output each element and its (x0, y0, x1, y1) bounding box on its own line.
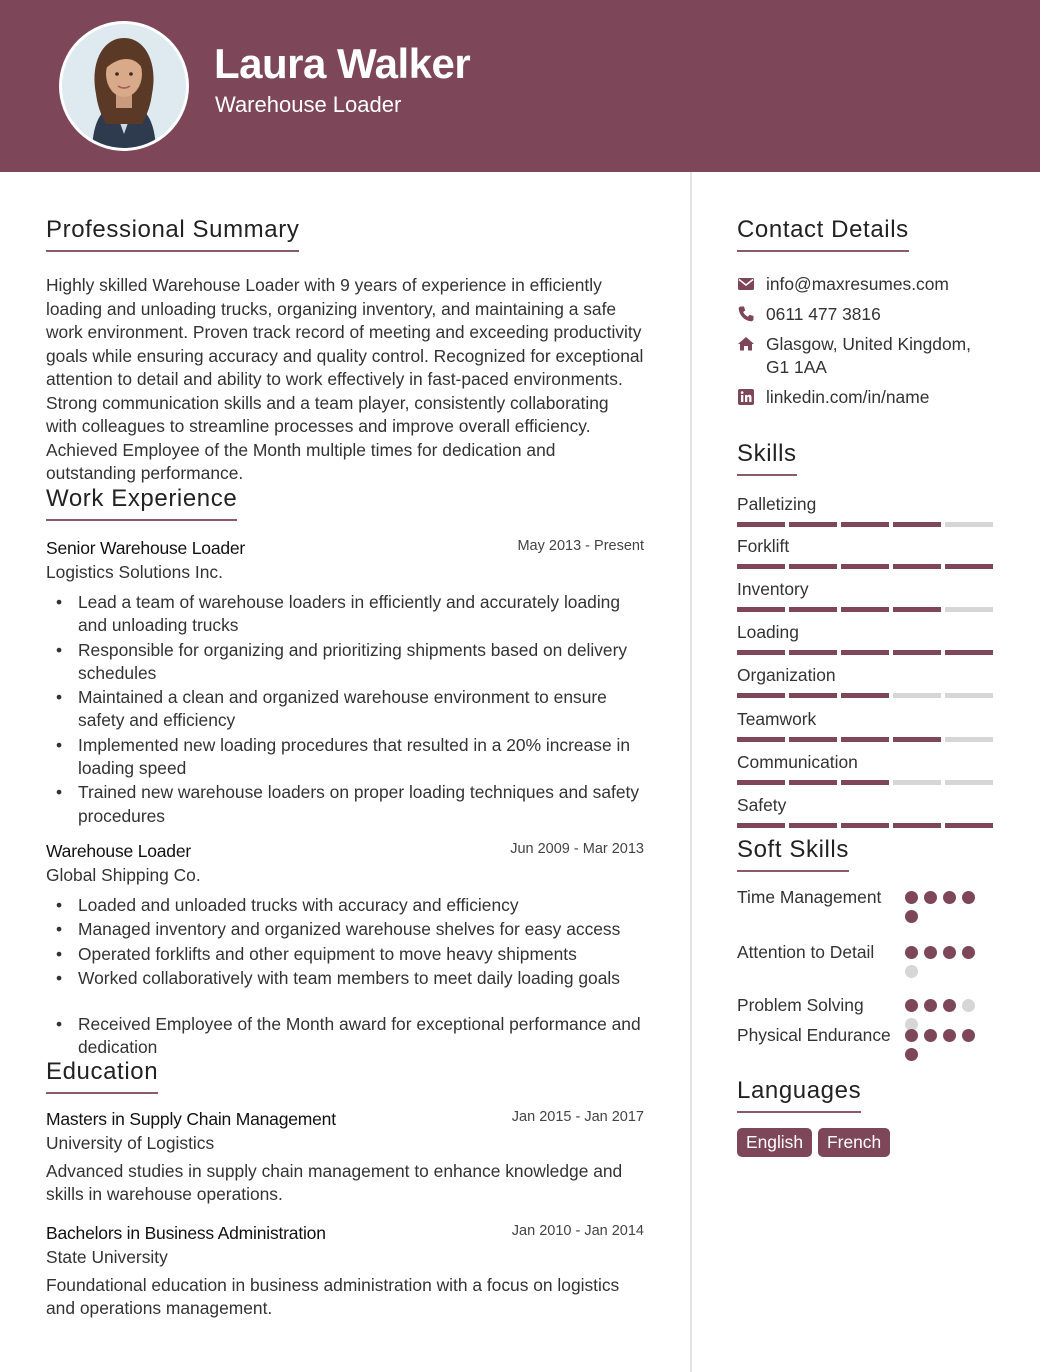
rating-dot (905, 891, 918, 904)
skill-item (737, 752, 993, 785)
rating-dot (905, 1048, 918, 1061)
job-date: May 2013 - Present (517, 538, 644, 554)
summary-text: Highly skilled Warehouse Loader with 9 years of experience in efficiently loading and unloading trucks, organizing inventory, and maintaining a safe work environment. Proven track record of meeting and exceeding productivity goals while ensuring accuracy and quality control. Recognized for exceptional attention to detail and ability to work effectively in fast-paced environments. Strong communication skills and a team player, consistently collaborating with colleagues to streamline processes and improve overall efficiency. Achieved Employee of the Month multiple times for dedication and outstanding performance. (46, 275, 644, 483)
job-bullets (46, 894, 644, 1060)
language-tag: French (818, 1128, 890, 1157)
skill-item (737, 622, 993, 655)
skill-item (737, 665, 993, 698)
skill-level-segment (789, 693, 837, 698)
skill-level-segment (789, 522, 837, 527)
section-heading: Education (46, 1058, 158, 1094)
skill-level-segment (737, 780, 785, 785)
soft-skill-item (737, 1024, 993, 1074)
job-bullet: • Operated forklifts and other equipment to move heavy shipments (46, 943, 644, 966)
phone-text: 0611 477 3816 (766, 304, 881, 324)
skill-level-segment (893, 607, 941, 612)
school-name: University of Logistics (46, 1133, 215, 1153)
skill-name: Teamwork (737, 709, 817, 729)
job-bullet: • Worked collaboratively with team members to meet daily loading goals (46, 967, 644, 990)
resume-header (0, 0, 1040, 172)
skill-item (737, 579, 993, 612)
skill-level-segment (789, 650, 837, 655)
profile-photo (59, 21, 189, 151)
soft-skill-rating (905, 1029, 985, 1061)
skill-level-segment (893, 693, 941, 698)
section-heading: Contact Details (737, 216, 909, 252)
education-entry (46, 1109, 644, 1207)
rating-dot (962, 946, 975, 959)
job-title: Warehouse Loader (46, 841, 191, 861)
skill-level-bar (737, 780, 993, 785)
job-bullet: • Maintained a clean and organized warehouse environment to ensure safety and efficiency (46, 686, 644, 733)
skill-level-segment (737, 737, 785, 742)
skill-level-segment (841, 607, 889, 612)
school-name: State University (46, 1247, 168, 1267)
skill-level-segment (945, 564, 993, 569)
language-tags (737, 1128, 890, 1157)
soft-skill-rating (905, 891, 985, 923)
language-tag: English (737, 1128, 812, 1157)
section-heading: Soft Skills (737, 836, 849, 872)
skills-section (737, 440, 797, 476)
skill-level-segment (841, 564, 889, 569)
rating-dot (905, 999, 918, 1012)
job-bullet: • Implemented new loading procedures that resulted in a 20% increase in loading speed (46, 734, 644, 781)
rating-dot (905, 1029, 918, 1042)
skill-name: Loading (737, 622, 799, 642)
soft-skills-section (737, 836, 849, 872)
job-company: Global Shipping Co. (46, 865, 201, 885)
rating-dot (905, 910, 918, 923)
job-entry (46, 538, 644, 829)
skill-level-segment (737, 564, 785, 569)
job-bullet: • Lead a team of warehouse loaders in efficiently and accurately loading and unloading trucks (46, 591, 644, 638)
skill-level-segment (841, 522, 889, 527)
skill-level-segment (945, 823, 993, 828)
education-description: Advanced studies in supply chain management to enhance knowledge and skills in warehouse operations. (46, 1161, 623, 1205)
skill-name: Inventory (737, 579, 809, 599)
soft-skill-item (737, 941, 993, 991)
skill-level-segment (945, 780, 993, 785)
rating-dot (962, 1029, 975, 1042)
person-portrait-icon (62, 24, 186, 148)
linkedin-icon (737, 388, 755, 406)
soft-skill-name: Attention to Detail (737, 942, 875, 962)
soft-skill-rating (905, 946, 985, 978)
education-entry (46, 1223, 644, 1321)
skill-level-bar (737, 693, 993, 698)
address-text: Glasgow, United Kingdom, G1 1AA (766, 334, 971, 378)
skill-level-segment (737, 522, 785, 527)
home-icon (737, 335, 755, 353)
contact-address (737, 333, 987, 380)
skill-level-bar (737, 737, 993, 742)
section-heading: Professional Summary (46, 216, 299, 252)
job-entry (46, 841, 644, 1061)
job-title: Senior Warehouse Loader (46, 538, 246, 558)
education-date: Jan 2010 - Jan 2014 (511, 1223, 644, 1239)
skill-level-segment (893, 823, 941, 828)
contact-phone[interactable] (737, 303, 881, 326)
experience-section (46, 485, 237, 521)
skill-level-segment (841, 737, 889, 742)
skill-level-segment (893, 650, 941, 655)
job-bullets (46, 591, 644, 828)
skill-level-segment (841, 693, 889, 698)
skill-level-segment (945, 737, 993, 742)
skill-level-segment (945, 693, 993, 698)
rating-dot (962, 999, 975, 1012)
rating-dot (924, 891, 937, 904)
envelope-icon (737, 275, 755, 293)
section-heading: Languages (737, 1077, 861, 1113)
contact-email[interactable] (737, 273, 949, 296)
skill-level-segment (893, 737, 941, 742)
skill-item (737, 709, 993, 742)
email-text: info@maxresumes.com (766, 274, 949, 294)
skill-name: Palletizing (737, 494, 817, 514)
soft-skill-name: Problem Solving (737, 995, 864, 1015)
skill-level-segment (945, 607, 993, 612)
skill-level-segment (841, 823, 889, 828)
degree-title: Masters in Supply Chain Management (46, 1109, 336, 1129)
job-bullet: • Received Employee of the Month award for exceptional performance and dedication (46, 1013, 644, 1060)
skill-name: Communication (737, 752, 858, 772)
linkedin-text: linkedin.com/in/name (766, 387, 930, 407)
education-description: Foundational education in business administration with a focus on logistics and operations management. (46, 1275, 620, 1319)
column-divider (690, 172, 692, 1372)
skill-level-segment (789, 607, 837, 612)
rating-dot (962, 891, 975, 904)
skill-level-bar (737, 823, 993, 828)
skill-level-segment (945, 650, 993, 655)
rating-dot (924, 946, 937, 959)
skill-level-segment (789, 564, 837, 569)
skill-name: Forklift (737, 536, 790, 556)
rating-dot (905, 946, 918, 959)
skill-level-segment (789, 823, 837, 828)
contact-section (737, 216, 909, 252)
rating-dot (924, 999, 937, 1012)
skill-level-segment (737, 607, 785, 612)
job-date: Jun 2009 - Mar 2013 (510, 841, 644, 857)
skill-level-bar (737, 650, 993, 655)
skill-name: Organization (737, 665, 836, 685)
contact-linkedin[interactable] (737, 386, 929, 409)
skill-level-segment (737, 650, 785, 655)
skill-level-segment (841, 780, 889, 785)
education-date: Jan 2015 - Jan 2017 (511, 1109, 644, 1125)
skill-level-segment (945, 522, 993, 527)
education-section (46, 1058, 158, 1094)
candidate-name: Laura Walker (214, 40, 471, 87)
job-bullet: • Responsible for organizing and prioritizing shipments based on delivery schedules (46, 639, 644, 686)
section-heading: Work Experience (46, 485, 237, 521)
skill-level-segment (789, 780, 837, 785)
skill-level-segment (841, 650, 889, 655)
soft-skill-name: Time Management (737, 887, 882, 907)
job-bullet: • Managed inventory and organized warehouse shelves for easy access (46, 918, 644, 941)
phone-icon (737, 305, 755, 323)
skill-name: Safety (737, 795, 787, 815)
skill-level-segment (737, 693, 785, 698)
rating-dot (924, 1029, 937, 1042)
rating-dot (943, 999, 956, 1012)
job-company: Logistics Solutions Inc. (46, 562, 223, 582)
soft-skill-name: Physical Endurance (737, 1025, 891, 1045)
job-bullet: • Loaded and unloaded trucks with accuracy and efficiency (46, 894, 644, 917)
skill-level-segment (893, 564, 941, 569)
rating-dot (905, 965, 918, 978)
rating-dot (943, 1029, 956, 1042)
soft-skill-item (737, 886, 993, 936)
degree-title: Bachelors in Business Administration (46, 1223, 326, 1243)
skill-level-bar (737, 607, 993, 612)
rating-dot (943, 946, 956, 959)
skill-level-segment (737, 823, 785, 828)
candidate-title: Warehouse Loader (215, 92, 402, 117)
skill-level-segment (789, 737, 837, 742)
skill-item (737, 795, 993, 828)
skill-level-segment (893, 780, 941, 785)
section-heading: Skills (737, 440, 797, 476)
languages-section (737, 1077, 861, 1113)
skill-level-segment (893, 522, 941, 527)
summary-section (46, 216, 299, 252)
skill-level-bar (737, 564, 993, 569)
skill-item (737, 536, 993, 569)
skill-item (737, 494, 993, 527)
rating-dot (943, 891, 956, 904)
skill-level-bar (737, 522, 993, 527)
job-bullet: • Trained new warehouse loaders on proper loading techniques and safety procedures (46, 781, 644, 828)
